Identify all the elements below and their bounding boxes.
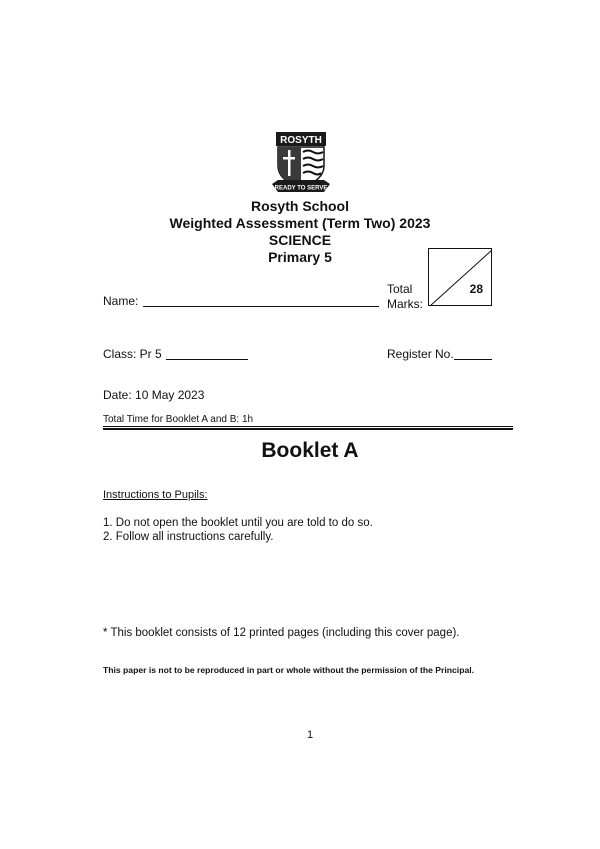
diagonal-line-icon bbox=[429, 249, 493, 307]
total-marks-value: 28 bbox=[469, 282, 483, 296]
total-marks-label-line1: Total bbox=[387, 282, 413, 296]
instruction-item: 1. Do not open the booklet until you are told to do so. bbox=[103, 517, 373, 529]
divider-thin bbox=[103, 426, 513, 427]
copyright-notice: This paper is not to be reproduced in part or whole without the permission of the Principal. bbox=[103, 665, 474, 675]
date-label: Date: 10 May 2023 bbox=[103, 388, 205, 402]
booklet-title: Booklet A bbox=[261, 439, 359, 462]
divider-thick bbox=[103, 428, 513, 430]
school-crest-logo bbox=[269, 130, 333, 196]
assessment-title: Weighted Assessment (Term Two) 2023 bbox=[169, 215, 431, 231]
svg-text:READY TO SERVE: READY TO SERVE bbox=[274, 185, 328, 192]
register-number-field-line[interactable] bbox=[454, 359, 492, 360]
total-marks-label-line2: Marks: bbox=[387, 297, 423, 311]
instruction-item: 2. Follow all instructions carefully. bbox=[103, 531, 274, 543]
level-title: Primary 5 bbox=[268, 249, 332, 265]
name-label: Name: bbox=[103, 294, 139, 308]
class-label: Class: Pr 5 bbox=[103, 347, 162, 361]
pages-note: * This booklet consists of 12 printed pages (including this cover page). bbox=[103, 627, 460, 639]
total-time-label: Total Time for Booklet A and B: 1h bbox=[103, 414, 254, 425]
subject-title: SCIENCE bbox=[268, 232, 332, 248]
svg-text:ROSYTH: ROSYTH bbox=[280, 135, 322, 146]
page-number: 1 bbox=[306, 729, 314, 741]
total-marks-box bbox=[428, 248, 492, 306]
class-field-line[interactable] bbox=[166, 359, 248, 360]
instructions-list bbox=[103, 516, 373, 544]
total-marks-label bbox=[387, 282, 423, 312]
school-name: Rosyth School bbox=[250, 198, 349, 214]
name-field-line[interactable] bbox=[143, 306, 379, 307]
instructions-heading: Instructions to Pupils: bbox=[103, 489, 208, 501]
register-number-label: Register No. bbox=[387, 347, 454, 361]
